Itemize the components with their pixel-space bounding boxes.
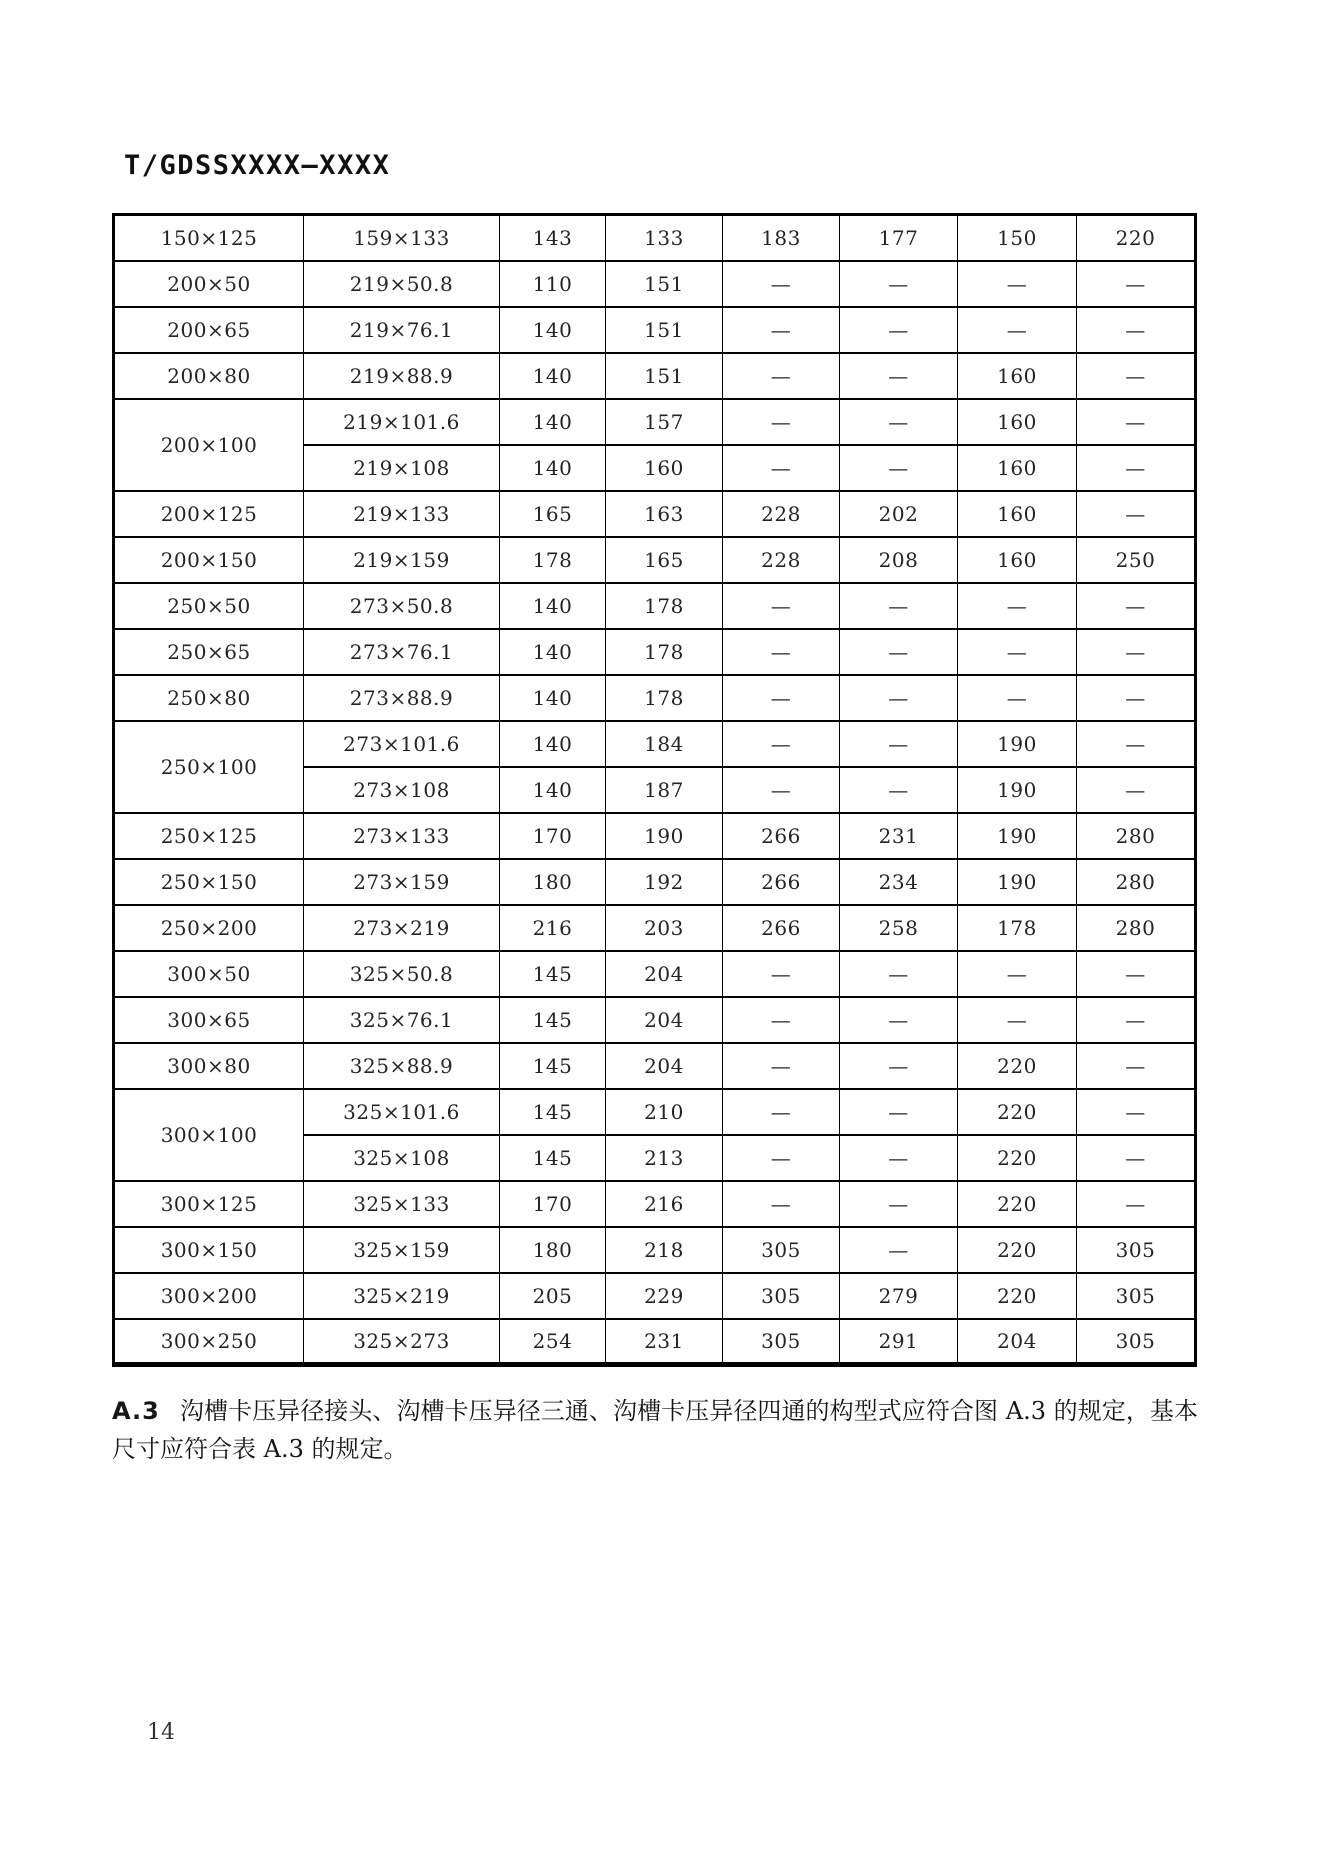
size-pair-cell: 300×150 bbox=[114, 1227, 304, 1273]
value-cell: — bbox=[723, 997, 840, 1043]
value-cell: 305 bbox=[723, 1319, 840, 1365]
value-cell: 219×101.6 bbox=[304, 399, 500, 445]
spec-table-body bbox=[114, 215, 1196, 1365]
document-code-header: T/GDSSXXXX—XXXX bbox=[124, 150, 391, 181]
value-cell: 140 bbox=[500, 445, 606, 491]
value-cell: 266 bbox=[723, 813, 840, 859]
value-cell: 151 bbox=[606, 307, 723, 353]
value-cell: — bbox=[958, 583, 1077, 629]
value-cell: — bbox=[723, 1089, 840, 1135]
value-cell: 325×273 bbox=[304, 1319, 500, 1365]
table-row bbox=[114, 491, 1196, 537]
value-cell: 220 bbox=[958, 1043, 1077, 1089]
value-cell: — bbox=[1077, 491, 1196, 537]
value-cell: 143 bbox=[500, 215, 606, 261]
size-pair-cell: 200×65 bbox=[114, 307, 304, 353]
value-cell: — bbox=[723, 767, 840, 813]
value-cell: 273×76.1 bbox=[304, 629, 500, 675]
value-cell: 203 bbox=[606, 905, 723, 951]
value-cell: 325×133 bbox=[304, 1181, 500, 1227]
value-cell: 273×159 bbox=[304, 859, 500, 905]
value-cell: 325×101.6 bbox=[304, 1089, 500, 1135]
value-cell: 160 bbox=[958, 537, 1077, 583]
value-cell: 228 bbox=[723, 537, 840, 583]
value-cell: 204 bbox=[606, 997, 723, 1043]
value-cell: 280 bbox=[1077, 905, 1196, 951]
value-cell: 183 bbox=[723, 215, 840, 261]
table-row bbox=[114, 1273, 1196, 1319]
value-cell: — bbox=[723, 583, 840, 629]
value-cell: 205 bbox=[500, 1273, 606, 1319]
value-cell: 216 bbox=[500, 905, 606, 951]
value-cell: 160 bbox=[958, 491, 1077, 537]
value-cell: — bbox=[840, 399, 958, 445]
value-cell: 305 bbox=[1077, 1273, 1196, 1319]
value-cell: 279 bbox=[840, 1273, 958, 1319]
value-cell: 325×50.8 bbox=[304, 951, 500, 997]
size-pair-cell: 250×200 bbox=[114, 905, 304, 951]
value-cell: — bbox=[840, 1227, 958, 1273]
value-cell: — bbox=[723, 675, 840, 721]
page-number: 14 bbox=[147, 1720, 175, 1745]
value-cell: 266 bbox=[723, 905, 840, 951]
size-pair-cell: 250×65 bbox=[114, 629, 304, 675]
value-cell: 325×219 bbox=[304, 1273, 500, 1319]
value-cell: 325×159 bbox=[304, 1227, 500, 1273]
value-cell: 151 bbox=[606, 261, 723, 307]
table-row bbox=[114, 951, 1196, 997]
value-cell: — bbox=[723, 1043, 840, 1089]
value-cell: 177 bbox=[840, 215, 958, 261]
value-cell: 231 bbox=[606, 1319, 723, 1365]
value-cell: 145 bbox=[500, 1089, 606, 1135]
value-cell: 273×88.9 bbox=[304, 675, 500, 721]
value-cell: — bbox=[958, 675, 1077, 721]
value-cell: 219×133 bbox=[304, 491, 500, 537]
size-pair-cell: 300×200 bbox=[114, 1273, 304, 1319]
value-cell: 202 bbox=[840, 491, 958, 537]
value-cell: 213 bbox=[606, 1135, 723, 1181]
value-cell: 325×76.1 bbox=[304, 997, 500, 1043]
value-cell: 228 bbox=[723, 491, 840, 537]
value-cell: 220 bbox=[1077, 215, 1196, 261]
value-cell: 291 bbox=[840, 1319, 958, 1365]
value-cell: 190 bbox=[606, 813, 723, 859]
table-row bbox=[114, 307, 1196, 353]
table-row bbox=[114, 399, 1196, 445]
value-cell: — bbox=[1077, 997, 1196, 1043]
value-cell: 192 bbox=[606, 859, 723, 905]
size-pair-cell: 200×50 bbox=[114, 261, 304, 307]
value-cell: 160 bbox=[958, 445, 1077, 491]
table-row bbox=[114, 261, 1196, 307]
value-cell: — bbox=[840, 721, 958, 767]
value-cell: 151 bbox=[606, 353, 723, 399]
table-row bbox=[114, 629, 1196, 675]
table-row bbox=[114, 675, 1196, 721]
value-cell: — bbox=[840, 261, 958, 307]
value-cell: — bbox=[958, 307, 1077, 353]
value-cell: — bbox=[1077, 353, 1196, 399]
value-cell: 140 bbox=[500, 353, 606, 399]
value-cell: 133 bbox=[606, 215, 723, 261]
value-cell: 160 bbox=[606, 445, 723, 491]
value-cell: 219×50.8 bbox=[304, 261, 500, 307]
value-cell: 325×88.9 bbox=[304, 1043, 500, 1089]
value-cell: 178 bbox=[606, 675, 723, 721]
value-cell: 145 bbox=[500, 1043, 606, 1089]
value-cell: 204 bbox=[958, 1319, 1077, 1365]
value-cell: — bbox=[840, 353, 958, 399]
value-cell: — bbox=[958, 629, 1077, 675]
value-cell: 305 bbox=[723, 1273, 840, 1319]
value-cell: 218 bbox=[606, 1227, 723, 1273]
size-pair-cell: 150×125 bbox=[114, 215, 304, 261]
value-cell: 165 bbox=[606, 537, 723, 583]
value-cell: — bbox=[840, 675, 958, 721]
value-cell: 190 bbox=[958, 813, 1077, 859]
value-cell: — bbox=[1077, 1135, 1196, 1181]
size-pair-cell: 300×80 bbox=[114, 1043, 304, 1089]
value-cell: 150 bbox=[958, 215, 1077, 261]
value-cell: 190 bbox=[958, 767, 1077, 813]
value-cell: 266 bbox=[723, 859, 840, 905]
value-cell: 165 bbox=[500, 491, 606, 537]
table-row bbox=[114, 537, 1196, 583]
value-cell: — bbox=[840, 583, 958, 629]
value-cell: — bbox=[723, 951, 840, 997]
size-pair-cell: 300×250 bbox=[114, 1319, 304, 1365]
size-pair-cell: 250×150 bbox=[114, 859, 304, 905]
value-cell: 220 bbox=[958, 1135, 1077, 1181]
value-cell: — bbox=[1077, 721, 1196, 767]
size-pair-cell: 200×150 bbox=[114, 537, 304, 583]
value-cell: — bbox=[840, 997, 958, 1043]
value-cell: — bbox=[723, 399, 840, 445]
value-cell: — bbox=[1077, 1181, 1196, 1227]
size-pair-cell: 250×100 bbox=[114, 721, 304, 813]
table-row bbox=[114, 1089, 1196, 1135]
value-cell: 305 bbox=[1077, 1227, 1196, 1273]
value-cell: 220 bbox=[958, 1273, 1077, 1319]
value-cell: 280 bbox=[1077, 859, 1196, 905]
table-row bbox=[114, 859, 1196, 905]
table-row bbox=[114, 583, 1196, 629]
clause-number: A.3 bbox=[112, 1397, 160, 1425]
value-cell: — bbox=[840, 445, 958, 491]
value-cell: — bbox=[723, 629, 840, 675]
value-cell: 170 bbox=[500, 813, 606, 859]
value-cell: 145 bbox=[500, 951, 606, 997]
value-cell: 219×88.9 bbox=[304, 353, 500, 399]
size-pair-cell: 250×80 bbox=[114, 675, 304, 721]
value-cell: 204 bbox=[606, 1043, 723, 1089]
value-cell: — bbox=[840, 307, 958, 353]
size-pair-cell: 200×80 bbox=[114, 353, 304, 399]
value-cell: 220 bbox=[958, 1089, 1077, 1135]
value-cell: 178 bbox=[958, 905, 1077, 951]
value-cell: 159×133 bbox=[304, 215, 500, 261]
value-cell: — bbox=[723, 261, 840, 307]
value-cell: 325×108 bbox=[304, 1135, 500, 1181]
value-cell: 187 bbox=[606, 767, 723, 813]
size-pair-cell: 250×125 bbox=[114, 813, 304, 859]
dimensions-table bbox=[112, 213, 1197, 1367]
value-cell: — bbox=[1077, 767, 1196, 813]
table-row bbox=[114, 813, 1196, 859]
value-cell: 216 bbox=[606, 1181, 723, 1227]
value-cell: 220 bbox=[958, 1181, 1077, 1227]
table-row bbox=[114, 1181, 1196, 1227]
value-cell: — bbox=[840, 1181, 958, 1227]
value-cell: 140 bbox=[500, 721, 606, 767]
value-cell: 210 bbox=[606, 1089, 723, 1135]
value-cell: 273×101.6 bbox=[304, 721, 500, 767]
value-cell: — bbox=[723, 1181, 840, 1227]
table-row bbox=[114, 1227, 1196, 1273]
table-row bbox=[114, 215, 1196, 261]
size-pair-cell: 300×50 bbox=[114, 951, 304, 997]
size-pair-cell: 200×125 bbox=[114, 491, 304, 537]
value-cell: 305 bbox=[723, 1227, 840, 1273]
value-cell: — bbox=[1077, 1089, 1196, 1135]
value-cell: — bbox=[958, 997, 1077, 1043]
value-cell: — bbox=[840, 1089, 958, 1135]
value-cell: — bbox=[840, 1135, 958, 1181]
value-cell: 178 bbox=[606, 583, 723, 629]
table-row bbox=[114, 1043, 1196, 1089]
value-cell: 178 bbox=[500, 537, 606, 583]
value-cell: — bbox=[840, 1043, 958, 1089]
clause-text: 沟槽卡压异径接头、沟槽卡压异径三通、沟槽卡压异径四通的构型式应符合图 A.3 的规定，基本尺寸应符合表 A.3 的规定。 bbox=[112, 1397, 1198, 1463]
value-cell: — bbox=[1077, 629, 1196, 675]
value-cell: 280 bbox=[1077, 813, 1196, 859]
value-cell: — bbox=[840, 629, 958, 675]
value-cell: — bbox=[958, 951, 1077, 997]
value-cell: 219×159 bbox=[304, 537, 500, 583]
value-cell: — bbox=[1077, 445, 1196, 491]
value-cell: — bbox=[723, 445, 840, 491]
value-cell: 140 bbox=[500, 583, 606, 629]
value-cell: — bbox=[723, 353, 840, 399]
value-cell: 220 bbox=[958, 1227, 1077, 1273]
value-cell: 163 bbox=[606, 491, 723, 537]
value-cell: 140 bbox=[500, 399, 606, 445]
size-pair-cell: 300×125 bbox=[114, 1181, 304, 1227]
value-cell: 250 bbox=[1077, 537, 1196, 583]
value-cell: — bbox=[840, 767, 958, 813]
value-cell: 140 bbox=[500, 307, 606, 353]
value-cell: 273×219 bbox=[304, 905, 500, 951]
value-cell: — bbox=[840, 951, 958, 997]
value-cell: 145 bbox=[500, 1135, 606, 1181]
value-cell: 273×108 bbox=[304, 767, 500, 813]
value-cell: — bbox=[1077, 583, 1196, 629]
value-cell: — bbox=[1077, 951, 1196, 997]
value-cell: 157 bbox=[606, 399, 723, 445]
value-cell: 140 bbox=[500, 675, 606, 721]
value-cell: 140 bbox=[500, 767, 606, 813]
value-cell: 190 bbox=[958, 859, 1077, 905]
value-cell: — bbox=[723, 721, 840, 767]
value-cell: 160 bbox=[958, 399, 1077, 445]
value-cell: 180 bbox=[500, 859, 606, 905]
value-cell: 219×108 bbox=[304, 445, 500, 491]
value-cell: — bbox=[1077, 1043, 1196, 1089]
value-cell: 258 bbox=[840, 905, 958, 951]
value-cell: — bbox=[1077, 399, 1196, 445]
value-cell: 273×50.8 bbox=[304, 583, 500, 629]
value-cell: — bbox=[723, 307, 840, 353]
value-cell: 229 bbox=[606, 1273, 723, 1319]
clause-paragraph bbox=[112, 1392, 1198, 1468]
value-cell: — bbox=[1077, 307, 1196, 353]
size-pair-cell: 250×50 bbox=[114, 583, 304, 629]
table-row bbox=[114, 353, 1196, 399]
value-cell: 178 bbox=[606, 629, 723, 675]
value-cell: 204 bbox=[606, 951, 723, 997]
table-row bbox=[114, 905, 1196, 951]
value-cell: 145 bbox=[500, 997, 606, 1043]
value-cell: 273×133 bbox=[304, 813, 500, 859]
value-cell: 110 bbox=[500, 261, 606, 307]
value-cell: 170 bbox=[500, 1181, 606, 1227]
table-row bbox=[114, 997, 1196, 1043]
table-row bbox=[114, 721, 1196, 767]
value-cell: — bbox=[958, 261, 1077, 307]
value-cell: 140 bbox=[500, 629, 606, 675]
value-cell: 254 bbox=[500, 1319, 606, 1365]
value-cell: — bbox=[1077, 261, 1196, 307]
value-cell: 219×76.1 bbox=[304, 307, 500, 353]
value-cell: 190 bbox=[958, 721, 1077, 767]
value-cell: 231 bbox=[840, 813, 958, 859]
value-cell: — bbox=[723, 1135, 840, 1181]
value-cell: — bbox=[1077, 675, 1196, 721]
value-cell: 234 bbox=[840, 859, 958, 905]
size-pair-cell: 300×65 bbox=[114, 997, 304, 1043]
value-cell: 160 bbox=[958, 353, 1077, 399]
value-cell: 184 bbox=[606, 721, 723, 767]
size-pair-cell: 300×100 bbox=[114, 1089, 304, 1181]
table-row bbox=[114, 1319, 1196, 1365]
value-cell: 180 bbox=[500, 1227, 606, 1273]
value-cell: 208 bbox=[840, 537, 958, 583]
value-cell: 305 bbox=[1077, 1319, 1196, 1365]
size-pair-cell: 200×100 bbox=[114, 399, 304, 491]
